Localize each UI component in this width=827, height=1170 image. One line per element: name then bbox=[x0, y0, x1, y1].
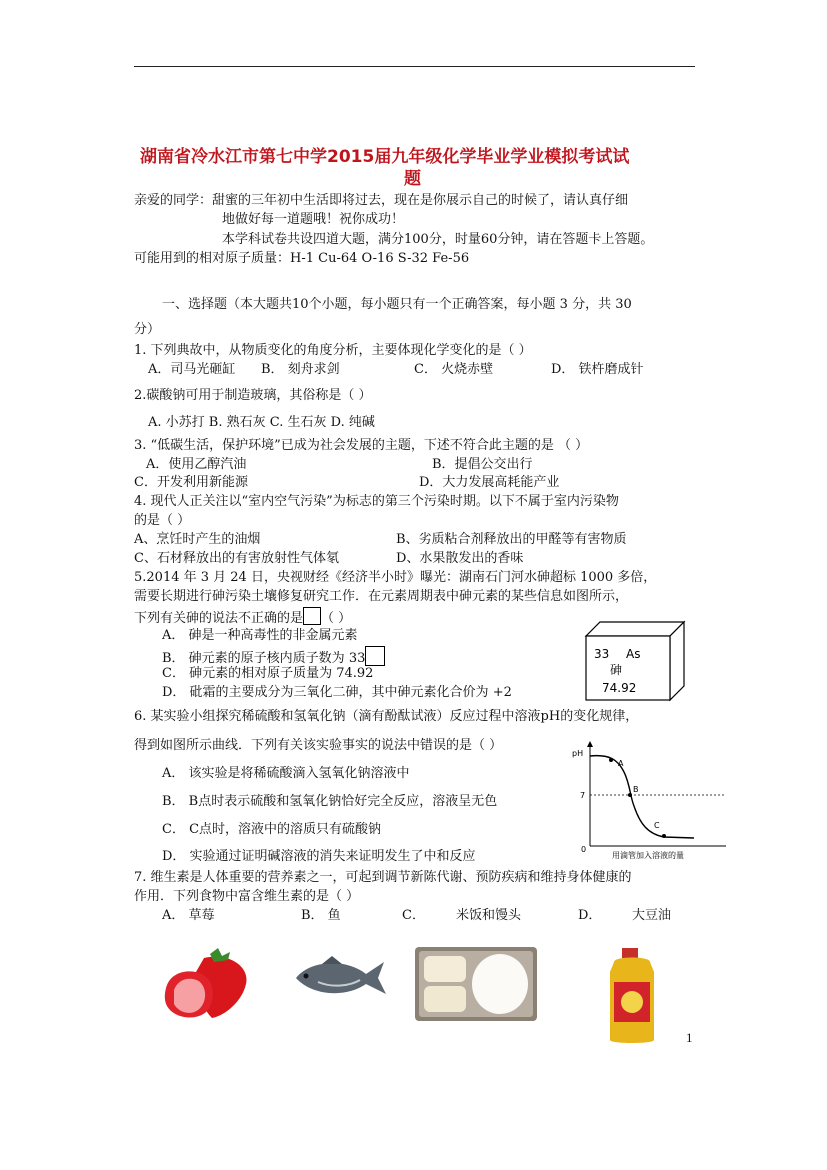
q5-stem-line3-paren: （ ） bbox=[321, 611, 352, 626]
q4-option-c: C、石材释放出的有害放射性气体氡 bbox=[134, 551, 339, 566]
q1-option-b: B． 刻舟求剑 bbox=[261, 362, 340, 377]
q1-option-c: C． 火烧赤壁 bbox=[414, 362, 494, 377]
rice-and-buns-image bbox=[414, 946, 538, 1022]
q5-answer-box bbox=[303, 607, 321, 625]
q6-stem-line2: 得到如图所示曲线．下列有关该实验事实的说法中错误的是（ ） bbox=[134, 738, 503, 753]
ph-curve bbox=[590, 756, 694, 838]
exam-title-line2: 题 bbox=[404, 169, 421, 189]
q7-option-a: A． 草莓 bbox=[162, 908, 215, 923]
q6-option-b: B． B点时表示硫酸和氢氧化钠恰好完全反应，溶液呈无色 bbox=[162, 794, 498, 809]
intro-line2: 地做好每一道题哦！祝你成功！ bbox=[222, 212, 405, 227]
q4-option-b: B、劣质粘合剂释放出的甲醛等有害物质 bbox=[396, 532, 627, 547]
q1-stem: 1. 下列典故中，从物质变化的角度分析，主要体现化学变化的是（ ） bbox=[134, 343, 532, 358]
fish-image bbox=[292, 952, 388, 1002]
bun-2 bbox=[424, 986, 466, 1012]
strawberry-image bbox=[158, 944, 254, 1022]
cube-side bbox=[670, 622, 684, 700]
header-rule bbox=[134, 66, 695, 67]
q7-option-d-letter: D． bbox=[578, 908, 602, 923]
oil-label-emblem bbox=[621, 991, 643, 1013]
q2-stem: 2.碳酸钠可用于制造玻璃，其俗称是（ ） bbox=[134, 388, 372, 403]
soybean-oil-image bbox=[604, 946, 660, 1046]
q5-option-b-text: B． 砷元素的原子核内质子数为 33 bbox=[162, 651, 366, 666]
bun-1 bbox=[424, 956, 466, 982]
arsenic-element-card bbox=[580, 616, 690, 706]
q5-stem-line2: 需要长期进行砷污染土壤修复研究工作．在元素周期表中砷元素的某些信息如图所示， bbox=[134, 589, 629, 604]
q7-option-c-text: 米饭和馒头 bbox=[456, 908, 522, 923]
q7-stem-line2: 作用．下列食物中富含维生素的是（ ） bbox=[134, 889, 360, 904]
q2-options: A. 小苏打 B. 熟石灰 C. 生石灰 D. 纯碱 bbox=[148, 415, 375, 430]
q4-option-a: A、烹饪时产生的油烟 bbox=[134, 532, 261, 547]
q3-option-b: B．提倡公交出行 bbox=[432, 457, 533, 472]
q5-option-c: C． 砷元素的相对原子质量为 74.92 bbox=[162, 666, 374, 681]
element-name: 砷 bbox=[610, 663, 623, 677]
point-b bbox=[628, 793, 632, 797]
section1-heading-line2: 分） bbox=[134, 322, 161, 337]
q4-option-d: D、水果散发出的香味 bbox=[396, 551, 524, 566]
q3-option-c: C．开发利用新能源 bbox=[134, 475, 248, 490]
q4-stem-line1: 4. 现代人正关注以“室内空气污染”为标志的第三个污染时期。以下不属于室内污染物 bbox=[134, 494, 619, 509]
point-c-label: C bbox=[654, 821, 660, 830]
q5-option-d: D． 砒霜的主要成分为三氧化二砷，其中砷元素化合价为 +2 bbox=[162, 685, 512, 700]
cube-top bbox=[586, 622, 684, 636]
q1-option-a: A．司马光砸缸 bbox=[148, 362, 236, 377]
strawberry-leaves bbox=[210, 948, 230, 962]
q6-option-c: C． C点时，溶液中的溶质只有硫酸钠 bbox=[162, 822, 382, 837]
q7-option-d-text: 大豆油 bbox=[632, 908, 672, 923]
y7-label: 7 bbox=[580, 791, 586, 800]
q5-stem-line1: 5.2014 年 3 月 24 日，央视财经《经济半小时》曝光：湖南石门河水砷超标 1000 多倍， bbox=[134, 570, 657, 585]
section1-heading-line1: 一、选择题（本大题共10个小题，每小题只有一个正确答案，每小题 3 分，共 30 bbox=[162, 297, 632, 312]
q5-stem-line3-text: 下列有关砷的说法不正确的是 bbox=[134, 611, 304, 626]
q5-stem-line3 bbox=[134, 607, 351, 628]
fish-body bbox=[296, 962, 386, 994]
q3-option-d: D．大力发展高耗能产业 bbox=[419, 475, 560, 490]
q7-option-c-letter: C． bbox=[402, 908, 425, 923]
q4-stem-line2: 的是（ ） bbox=[134, 513, 191, 528]
q7-option-b: B． 鱼 bbox=[301, 908, 341, 923]
y-axis-label: pH bbox=[572, 749, 584, 758]
q3-stem: 3. “低碳生活，保护环境”已成为社会发展的主题，下述不符合此主题的是 （ ） bbox=[134, 438, 589, 453]
fish-eye bbox=[304, 974, 309, 979]
q3-option-a: A．使用乙醇汽油 bbox=[146, 457, 247, 472]
page-number: 1 bbox=[686, 1030, 693, 1045]
q6-stem-line1: 6. 某实验小组探究稀硫酸和氢氧化钠（滴有酚酞试液）反应过程中溶液pH的变化规律， bbox=[134, 709, 639, 724]
intro-line3: 本学科试卷共设四道大题，满分100分，时量60分钟，请在答题卡上答题。 bbox=[222, 232, 654, 247]
q6-option-a: A． 该实验是将稀硫酸滴入氢氧化钠溶液中 bbox=[162, 766, 410, 781]
intro-line1: 亲爱的同学：甜蜜的三年初中生活即将过去，现在是你展示自己的时候了，请认真仔细 bbox=[134, 193, 629, 208]
element-symbol: As bbox=[626, 647, 641, 661]
point-a-label: A bbox=[618, 759, 624, 768]
oil-cap bbox=[622, 948, 638, 958]
point-a bbox=[609, 758, 613, 762]
point-c bbox=[662, 834, 666, 838]
atomic-mass-line: 可能用到的相对原子质量：H-1 Cu-64 O-16 S-32 Fe-56 bbox=[134, 251, 470, 266]
q5-option-b-box bbox=[365, 646, 385, 666]
q5-option-a: A． 砷是一种高毒性的非金属元素 bbox=[162, 628, 358, 643]
element-number: 33 bbox=[594, 647, 610, 661]
rice bbox=[472, 954, 528, 1014]
element-mass: 74.92 bbox=[602, 681, 637, 695]
fish-fin bbox=[322, 956, 342, 964]
exam-title-line1: 湖南省冷水江市第七中学2015届九年级化学毕业学业模拟考试试 bbox=[140, 147, 630, 167]
ph-curve-graph bbox=[560, 738, 730, 864]
point-b-label: B bbox=[633, 785, 639, 794]
origin-label: 0 bbox=[581, 845, 587, 854]
x-axis-label: 用滴管加入溶液的量 bbox=[612, 851, 684, 860]
q6-option-d: D． 实验通过证明碱溶液的消失来证明发生了中和反应 bbox=[162, 849, 476, 864]
q1-option-d: D． 铁杵磨成针 bbox=[551, 362, 644, 377]
q7-stem-line1: 7. 维生素是人体重要的营养素之一，可起到调节新陈代谢、预防疾病和维持身体健康的 bbox=[134, 870, 632, 885]
